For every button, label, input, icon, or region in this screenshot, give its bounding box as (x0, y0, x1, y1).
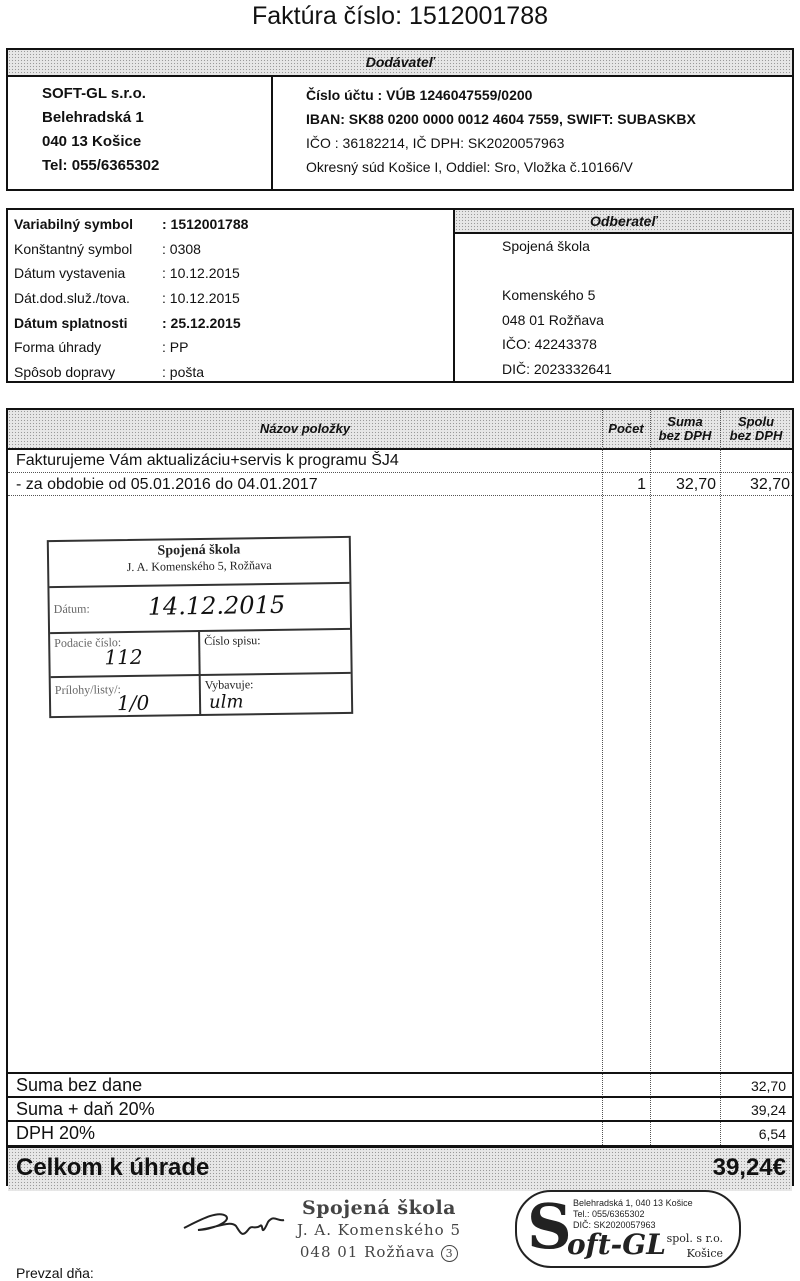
invoice-info-row (14, 335, 248, 360)
item-total: 32,70 (749, 476, 790, 493)
company-stamp-city: Košice (686, 1247, 723, 1260)
registry-handles-value: ulm (208, 691, 244, 713)
supplier-phone: Tel: 055/6365302 (42, 157, 160, 174)
summary-label: Suma + daň 20% (16, 1099, 155, 1119)
school-stamp-city: 048 01 Rožňava 3 (297, 1241, 461, 1263)
registry-file-label: Číslo spisu: (204, 633, 261, 648)
invoice-info-row (14, 310, 248, 335)
item-description-line1: Fakturujeme Vám aktualizáciu+servis k programu ŠJ4 (16, 452, 399, 469)
school-stamp-name: Spojená škola (302, 1197, 456, 1219)
info-label: Dátum vystavenia (14, 265, 126, 282)
company-stamp (515, 1190, 741, 1268)
info-label: Forma úhrady (14, 339, 102, 356)
registry-number-label: Podacie číslo: (54, 635, 122, 651)
summary-row (8, 1072, 792, 1098)
item-description-line2: - za obdobie od 05.01.2016 do 04.01.2017 (16, 476, 318, 493)
invoice-title: Faktúra číslo: 1512001788 (251, 2, 549, 30)
company-stamp-address: Belehradská 1, 040 13 Košice (573, 1198, 693, 1208)
buyer-dic: DIČ: 2023332641 (502, 360, 612, 377)
registry-stamp-header (49, 538, 350, 588)
supplier-ico: IČO : 36182214, IČ DPH: SK2020057963 (306, 135, 565, 151)
info-label: Spôsob dopravy (14, 363, 116, 380)
company-stamp-logo: oft-GL (567, 1228, 666, 1261)
buyer-header: Odberateľ (455, 210, 792, 234)
company-stamp-letter: S (527, 1190, 572, 1263)
header-item-name: Názov položky (259, 421, 351, 436)
summary-row (8, 1096, 792, 1122)
supplier-bank-details (306, 83, 696, 179)
company-stamp-corp: spol. s r.o. (666, 1232, 723, 1245)
info-value: : 10.12.2015 (162, 290, 240, 307)
col-divider-total (720, 410, 721, 1145)
company-stamp-dic: DIČ: SK2020057963 (573, 1220, 656, 1230)
company-stamp-phone: Tel.: 055/6365302 (573, 1209, 645, 1219)
supplier-box (6, 48, 794, 191)
supplier-account: Číslo účtu : VÚB 1246047559/0200 (306, 87, 533, 103)
registry-date-label: Dátum: (53, 601, 90, 617)
registry-number-value: 112 (104, 644, 143, 670)
registry-date-value: 14.12.2015 (147, 590, 286, 621)
invoice-info-table (14, 212, 248, 384)
info-value: : 0308 (162, 240, 201, 257)
invoice-info-row (14, 212, 248, 237)
items-table (6, 408, 794, 1186)
summary-value: 39,24 (750, 1102, 786, 1118)
info-label: Konštantný symbol (14, 240, 133, 257)
buyer-address (502, 234, 612, 382)
info-label: Variabilný symbol (14, 216, 134, 233)
summary-value: 32,70 (750, 1078, 786, 1094)
item-count: 1 (637, 476, 646, 493)
items-header-row (8, 410, 792, 450)
supplier-iban: IBAN: SK88 0200 0000 0012 4604 7559, SWIFT: SUBASKBX (306, 111, 696, 127)
registry-stamp (47, 536, 353, 718)
buyer-box (455, 208, 794, 383)
registry-handles-label: Vybavuje: (204, 677, 254, 692)
info-value: : pošta (162, 363, 205, 380)
info-value: : 1512001788 (162, 216, 249, 233)
supplier-street: Belehradská 1 (42, 109, 144, 126)
stamp-number-mark: 3 (441, 1245, 458, 1262)
header-sum: Suma bez DPH (658, 414, 712, 443)
info-value: : 25.12.2015 (162, 314, 241, 331)
item-price: 32,70 (675, 476, 716, 493)
buyer-ico: IČO: 42243378 (502, 336, 597, 353)
buyer-name: Spojená škola (502, 238, 590, 254)
total-label: Celkom k úhrade (16, 1154, 210, 1181)
summary-label: Suma bez dane (16, 1075, 143, 1095)
info-label: Dátum splatnosti (14, 314, 128, 331)
supplier-header: Dodávateľ (8, 50, 792, 77)
supplier-city: 040 13 Košice (42, 133, 142, 150)
invoice-info-box (6, 208, 455, 383)
header-total: Spolu bez DPH (729, 414, 783, 443)
supplier-court: Okresný súd Košice I, Oddiel: Sro, Vložka č.10166/V (306, 159, 633, 175)
registry-address: J. A. Komenského 5, Rožňava (126, 557, 272, 575)
supplier-address (42, 82, 159, 178)
col-divider-count (602, 410, 603, 1145)
invoice-info-row (14, 261, 248, 286)
received-by-label: Prevzal dňa: (16, 1265, 94, 1281)
buyer-street: Komenského 5 (502, 287, 596, 304)
header-count: Počet (608, 421, 644, 436)
buyer-city: 048 01 Rožňava (502, 311, 604, 328)
invoice-info-row (14, 286, 248, 311)
signature-icon (180, 1200, 290, 1250)
info-label: Dát.dod.služ./tova. (14, 290, 130, 307)
total-value: 39,24€ (712, 1154, 786, 1181)
invoice-info-row (14, 360, 248, 385)
invoice-info-row (14, 237, 248, 262)
school-stamp-street: J. A. Komenského 5 (297, 1221, 462, 1239)
info-value: : PP (162, 339, 189, 356)
supplier-divider (271, 75, 273, 189)
registry-attach-value: 1/0 (116, 690, 150, 716)
col-divider-sum (650, 410, 651, 1145)
info-value: : 10.12.2015 (162, 265, 240, 282)
summary-label: DPH 20% (16, 1123, 96, 1143)
school-stamp (297, 1197, 461, 1263)
summary-value: 6,54 (758, 1126, 786, 1142)
registry-attach-label: Prílohy/listy/: (54, 682, 121, 698)
registry-school: Spojená škola (157, 542, 241, 559)
summary-row (8, 1120, 792, 1146)
total-row (8, 1145, 792, 1191)
supplier-name: SOFT-GL s.r.o. (42, 85, 146, 102)
